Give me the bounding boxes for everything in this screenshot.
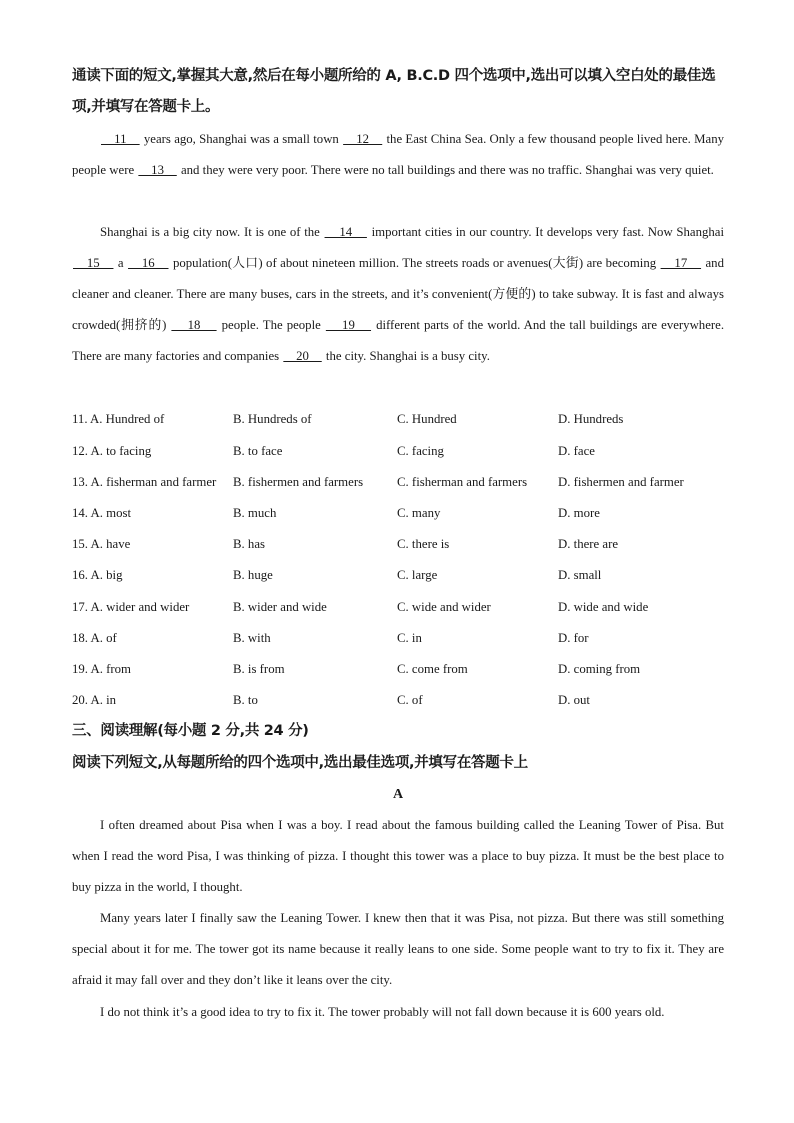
option-c: C. facing	[397, 444, 444, 458]
question-row	[72, 441, 732, 461]
reading-paragraph-2: Many years later I finally saw the Leaning Tower. I knew then that it was Pisa, not pizza. But there was still something special about it for me. The tower got its name because it really leans to one side. Some people want to try to fix it. They are afraid it may fall over and they don’t like it leans over the city.	[72, 911, 724, 987]
option-a: 14. A. most	[72, 506, 132, 520]
question-row	[72, 597, 732, 617]
answer-blank: 14	[324, 225, 367, 239]
question-row	[72, 690, 732, 710]
answer-blank: 16	[128, 256, 169, 270]
option-d: D. small	[558, 568, 602, 582]
option-c: C. large	[397, 568, 438, 582]
option-b: B. to	[233, 693, 258, 707]
option-c: C. in	[397, 631, 422, 645]
passage-text: a	[114, 256, 128, 270]
option-b: B. wider and wide	[233, 600, 327, 614]
option-b: B. with	[233, 631, 271, 645]
section-title: 三、阅读理解(每小题 2 分,共 24 分)	[72, 723, 309, 739]
option-b: B. much	[233, 506, 277, 520]
answer-blank: 13	[138, 163, 177, 177]
passage-text: the East China Sea. Only a few thousand people lived here. Many people were	[72, 132, 725, 177]
option-d: D. there are	[558, 537, 619, 551]
passage-text: the city. Shanghai is a busy city.	[322, 349, 490, 363]
option-b: B. is from	[233, 662, 285, 676]
question-row	[72, 565, 732, 585]
reading-paragraph-3: I do not think it’s a good idea to try to fix it. The tower probably will not fall down because it is 600 years old.	[100, 1005, 665, 1019]
question-row	[72, 534, 732, 554]
passage-text: and they were very poor. There were no tall buildings and there was no traffic. Shanghai was very quiet.	[177, 163, 714, 177]
option-a: 20. A. in	[72, 693, 117, 707]
option-a: 13. A. fisherman and farmer	[72, 475, 217, 489]
question-row	[72, 503, 732, 523]
option-d: D. for	[558, 631, 589, 645]
option-d: D. fishermen and farmer	[558, 475, 684, 489]
option-c: C. Hundred	[397, 412, 457, 426]
cloze-paragraph-2	[72, 217, 724, 372]
option-a: 17. A. wider and wider	[72, 600, 190, 614]
option-c: C. of	[397, 693, 423, 707]
passage-text: population(人口) of about nineteen million. The streets roads or avenues(大街) are becoming	[169, 256, 660, 270]
option-c: C. many	[397, 506, 441, 520]
answer-blank: 11	[101, 132, 140, 146]
option-b: B. to face	[233, 444, 283, 458]
answer-blank: 19	[325, 318, 372, 332]
passage-text: and cleaner and cleaner. There are many buses, cars in the streets, and it’s convenient(方便的) to take subway. It is fast and always crowded(拥挤的)	[72, 256, 724, 332]
option-c: C. fisherman and farmers	[397, 475, 528, 489]
question-row	[72, 659, 732, 679]
passage-text: people. The people	[217, 318, 325, 332]
option-a: 19. A. from	[72, 662, 132, 676]
option-b: B. has	[233, 537, 265, 551]
answer-blank: 20	[283, 349, 322, 363]
option-c: C. wide and wider	[397, 600, 491, 614]
passage-text: important cities in our country. It develops very fast. Now Shanghai	[367, 225, 725, 239]
option-a: 15. A. have	[72, 537, 131, 551]
option-c: C. there is	[397, 537, 450, 551]
answer-blank: 18	[171, 318, 217, 332]
passage-label: A	[392, 787, 404, 802]
answer-blank: 15	[73, 256, 114, 270]
option-d: D. Hundreds	[558, 412, 624, 426]
option-a: 11. A. Hundred of	[72, 412, 165, 426]
reading-instructions: 阅读下列短文,从每题所给的四个选项中,选出最佳选项,并填写在答题卡上	[72, 755, 528, 771]
option-b: B. huge	[233, 568, 273, 582]
option-a: 18. A. of	[72, 631, 117, 645]
question-row	[72, 628, 732, 648]
cloze-instructions: 通读下面的短文,掌握其大意,然后在每小题所给的 A, B.C.D 四个选项中,选出可以填入空白处的最佳选项,并填写在答题卡上。	[72, 68, 716, 115]
option-a: 12. A. to facing	[72, 444, 152, 458]
answer-blank: 12	[343, 132, 383, 146]
option-d: D. out	[558, 693, 590, 707]
passage-text: years ago, Shanghai was a small town	[140, 132, 343, 146]
option-a: 16. A. big	[72, 568, 123, 582]
option-d: D. more	[558, 506, 600, 520]
passage-text: Shanghai is a big city now. It is one of the	[100, 225, 324, 239]
reading-paragraph-1: I often dreamed about Pisa when I was a boy. I read about the famous building called the Leaning Tower of Pisa. But when I read the word Pisa, I was thinking of pizza. I thought this tower was a place to buy pizza. It must be the best place to buy pizza in the world, I thought.	[72, 818, 724, 894]
option-b: B. fishermen and farmers	[233, 475, 364, 489]
option-d: D. coming from	[558, 662, 641, 676]
question-row	[72, 472, 732, 492]
option-b: B. Hundreds of	[233, 412, 312, 426]
answer-blank: 17	[660, 256, 702, 270]
option-d: D. wide and wide	[558, 600, 649, 614]
passage-text: different parts of the world. And the tall buildings are everywhere. There are many factories and companies	[72, 318, 725, 363]
cloze-paragraph-1	[72, 124, 724, 186]
question-row	[72, 409, 732, 429]
option-c: C. come from	[397, 662, 468, 676]
option-d: D. face	[558, 444, 595, 458]
